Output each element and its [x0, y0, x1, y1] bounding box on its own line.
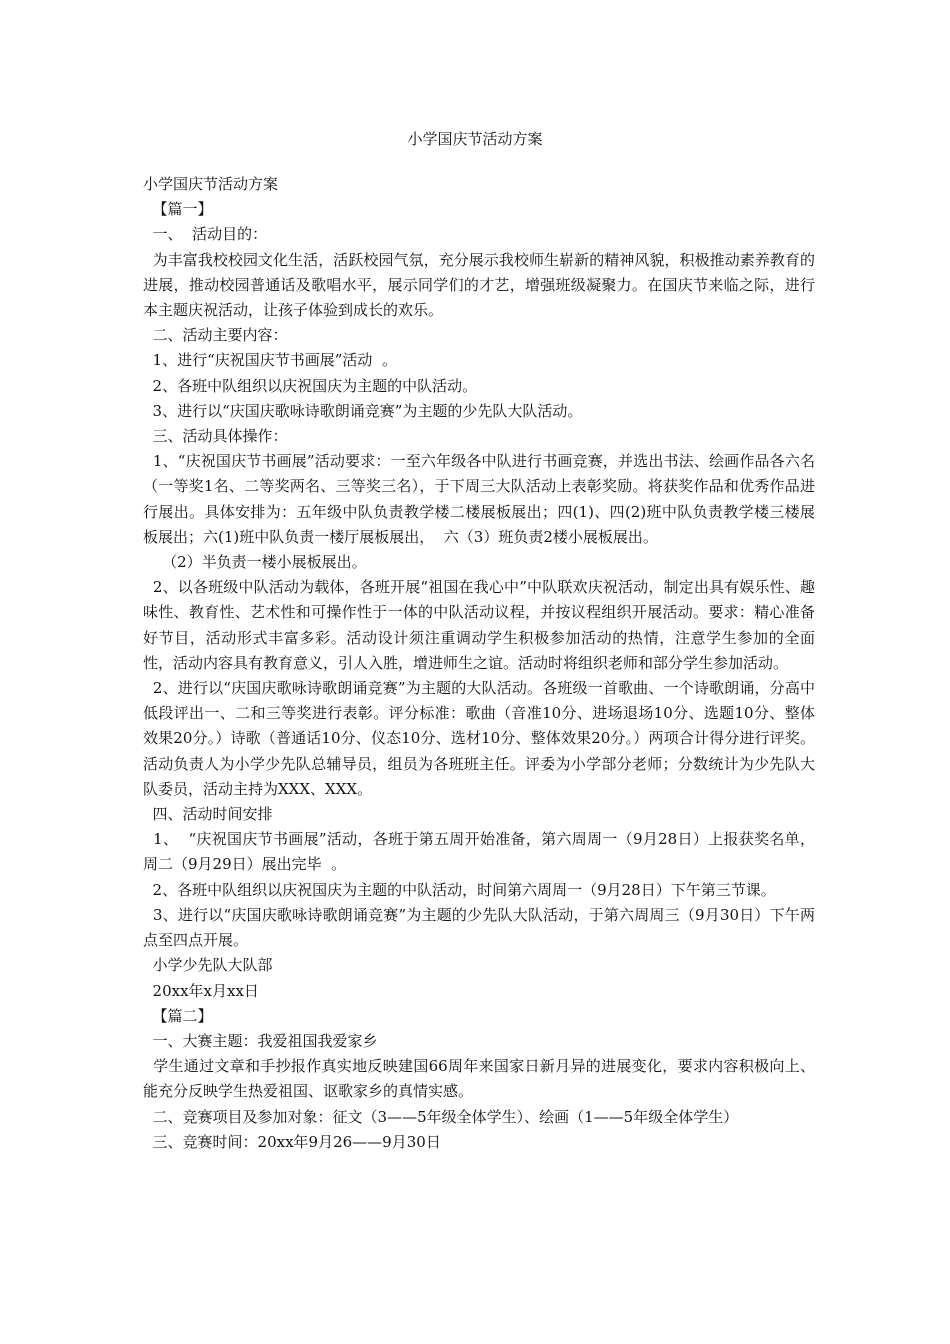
signature-organization: 小学少先队大队部: [143, 956, 273, 975]
section-heading-part-two: 【篇二】: [143, 1006, 213, 1025]
paragraph: 2、各班中队组织以庆祝国庆为主题的中队活动，时间第六周周一（9月28日）下午第三节课。: [143, 880, 776, 899]
list-item: 3、进行以“庆国庆歌咏诗歌朗诵竞赛”为主题的少先队大队活动。: [143, 401, 583, 420]
signature-date: 20xx年x月xx日: [143, 981, 259, 1000]
list-item: 2、各班中队组织以庆祝国庆为主题的中队活动。: [143, 376, 478, 395]
list-item: 1、进行“庆祝国庆节书画展”活动 。: [143, 351, 397, 370]
heading-contest-theme: 一、大赛主题：我爱祖国我爱家乡: [143, 1031, 378, 1050]
doc-subtitle: 小学国庆节活动方案: [143, 175, 279, 193]
document-title: 小学国庆节活动方案: [407, 130, 543, 148]
paragraph: 2、进行以“庆国庆歌咏诗歌朗诵竞赛”为主题的大队活动。各班级一首歌曲、一个诗歌朗诵，分高中低段评出一、二和三等奖进行表彰。评分标准：歌曲（音准10分、进场退场10分、选题10分、整体效果20分。）诗歌（普通话10分、仪态10分、选材10分、整体效果20分。）两项合计得分进行评奖。活动负责人为小学少先队总辅导员，组员为各班班主任。评委为小学部分老师；分数统计为少先队大队委员，活动主持为XXX、XXX。: [143, 679, 815, 798]
paragraph: 1、 “庆祝国庆节书画展”活动，各班于第五周开始准备，第六周周一（9月28日）上报获奖名单，周二（9月29日）展出完毕 。: [143, 830, 815, 874]
heading-specific-operations: 三、活动具体操作：: [143, 427, 288, 446]
heading-main-content: 二、活动主要内容：: [143, 326, 288, 345]
heading-activity-purpose: 一、 活动目的：: [143, 225, 268, 244]
heading-schedule: 四、活动时间安排: [143, 805, 273, 824]
paragraph: 学生通过文章和手抄报作真实地反映建国66周年来国家日新月异的进展变化，要求内容积极向上、能充分反映学生热爱祖国、讴歌家乡的真情实感。: [143, 1057, 815, 1101]
paragraph: 3、进行以“庆国庆歌咏诗歌朗诵竞赛”为主题的少先队大队活动，于第六周周三（9月30日）下午两点至四点开展。: [143, 905, 816, 950]
paragraph: 1、“庆祝国庆节书画展”活动要求：一至六年级各中队进行书画竞赛，并选出书法、绘画作品各六名（一等奖1名、二等奖两名、三等奖三名），于下周三大队活动上表彰奖励。将获奖作品和优秀作品进行展出。具体安排为：五年级中队负责教学楼二楼展板展出；四(1)、四(2)班中队负责教学楼三楼展板展出；六(1)班中队负责一楼厅展板展出， 六（3）班负责2楼小展板展出。: [143, 452, 815, 546]
paragraph: 为丰富我校校园文化生活，活跃校园气氛，充分展示我校师生崭新的精神风貌，积极推动素养教育的进展，推动校园普通话及歌唱水平，展示同学们的才艺，增强班级凝聚力。在国庆节来临之际，进行本主题庆祝活动，让孩子体验到成长的欢乐。: [143, 250, 815, 320]
paragraph: 二、竞赛项目及参加对象：征文（3——5年级全体学生）、绘画（1——5年级全体学生）: [143, 1107, 739, 1126]
paragraph: （2）半负责一楼小展板展出。: [143, 553, 367, 572]
paragraph: 2、以各班级中队活动为载体，各班开展“祖国在我心中”中队联欢庆祝活动，制定出具有娱乐性、趣味性、教育性、艺术性和可操作性于一体的中队活动议程，并按议程组织开展活动。要求：精心准备好节目，活动形式丰富多彩。活动设计须注重调动学生积极参加活动的热情，注意学生参加的全面性，活动内容具有教育意义，引人入胜，增进师生之谊。活动时将组织老师和部分学生参加活动。: [143, 578, 815, 672]
paragraph: 三、竞赛时间：20xx年9月26——9月30日: [143, 1132, 441, 1151]
document-body: [143, 172, 815, 1155]
section-heading-part-one: 【篇一】: [143, 200, 213, 219]
